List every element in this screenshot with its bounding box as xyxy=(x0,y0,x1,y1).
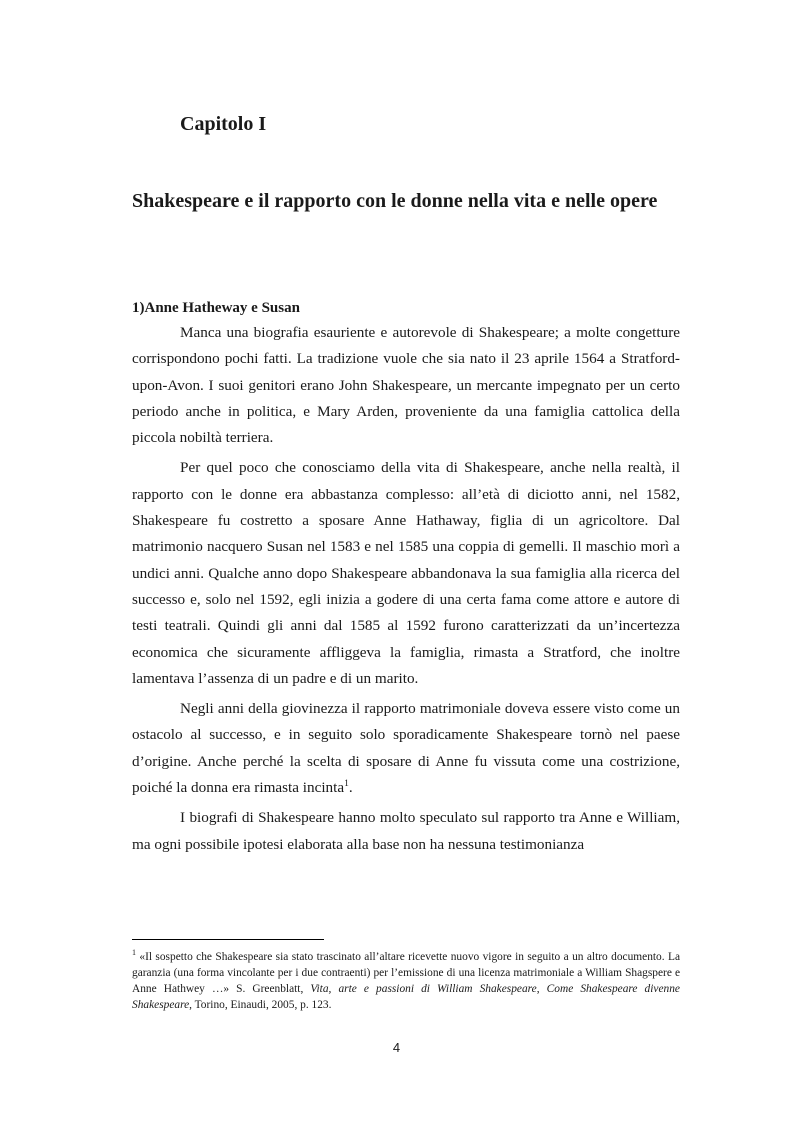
footnote-citation: , Torino, Einaudi, 2005, p. 123. xyxy=(189,998,332,1011)
footnote-reference[interactable]: 1 xyxy=(344,778,349,789)
footnote-separator xyxy=(132,939,324,940)
paragraph-1: Manca una biografia esauriente e autorevole di Shakespeare; a molte congetture corrispondono pochi fatti. La tradizione vuole che sia nato il 23 aprile 1564 a Stratford-upon-Avon. I suoi genitori erano John Shakespeare, un mercante impegnato per un certo periodo anche in politica, e Mary Arden, proveniente da una famiglia cattolica della piccola nobiltà terriera. xyxy=(132,324,680,447)
section-heading: 1)Anne Hatheway e Susan xyxy=(132,300,300,316)
footnote-marker: 1 xyxy=(132,948,136,957)
paragraph-3-end: . xyxy=(348,779,353,797)
chapter-heading: Capitolo I xyxy=(180,113,267,135)
footnote-book-title: Vita, arte e passioni di William Shakespeare xyxy=(310,982,537,995)
chapter-title: Shakespeare e il rapporto con le donne nella vita e nelle opere xyxy=(132,190,658,212)
page-number: 4 xyxy=(392,1040,401,1055)
paragraph-4: I biografi di Shakespeare hanno molto speculato sul rapporto tra Anne e William, ma ogni possibile ipotesi elaborata alla base non ha nessuna testimonianza xyxy=(132,809,680,853)
body-text xyxy=(132,320,680,862)
footnote-separator-text: , xyxy=(536,982,547,995)
paragraph-3 xyxy=(132,696,680,801)
footnote-text: «Il sospetto che Shakespeare sia stato trascinato all’altare ricevette nuovo vigore in seguito a un altro documento. La garanzia (una forma vincolante per i due contraenti) per l’emissione di una licenza matrimoniale a William Shagspere e Anne Hathwey …» S. Greenblatt, xyxy=(132,950,680,995)
paragraph-3-text: Negli anni della giovinezza il rapporto matrimoniale doveva essere visto come un ostacolo al successo, e in seguito solo sporadicamente Shakespeare tornò nel paese d’origine. Anche perché la scelta di sposare di Anne fu vissuta come una costrizione, poiché la donna era rimasta incinta xyxy=(132,700,680,797)
footnote xyxy=(132,945,680,1013)
footnote-book-subtitle: Come Shakespeare divenne Shakespeare xyxy=(132,982,680,1011)
paragraph-2: Per quel poco che conosciamo della vita di Shakespeare, anche nella realtà, il rapporto con le donne era abbastanza complesso: all’età di diciotto anni, nel 1582, Shakespeare fu costretto a sposare Anne Hathaway, figlia di un agricoltore. Dal matrimonio nacquero Susan nel 1583 e nel 1585 una coppia di gemelli. Il maschio morì a undici anni. Qualche anno dopo Shakespeare abbandonava la sua famiglia alla ricerca del successo e, solo nel 1592, egli inizia a godere di una certa fama come attore e autore di testi teatrali. Quindi gli anni dal 1585 al 1592 furono caratterizzati da un’incertezza economica che sicuramente affliggeva la famiglia, rimasta a Stratford, che inoltre lamentava l’assenza di un padre e di un marito. xyxy=(132,459,680,687)
